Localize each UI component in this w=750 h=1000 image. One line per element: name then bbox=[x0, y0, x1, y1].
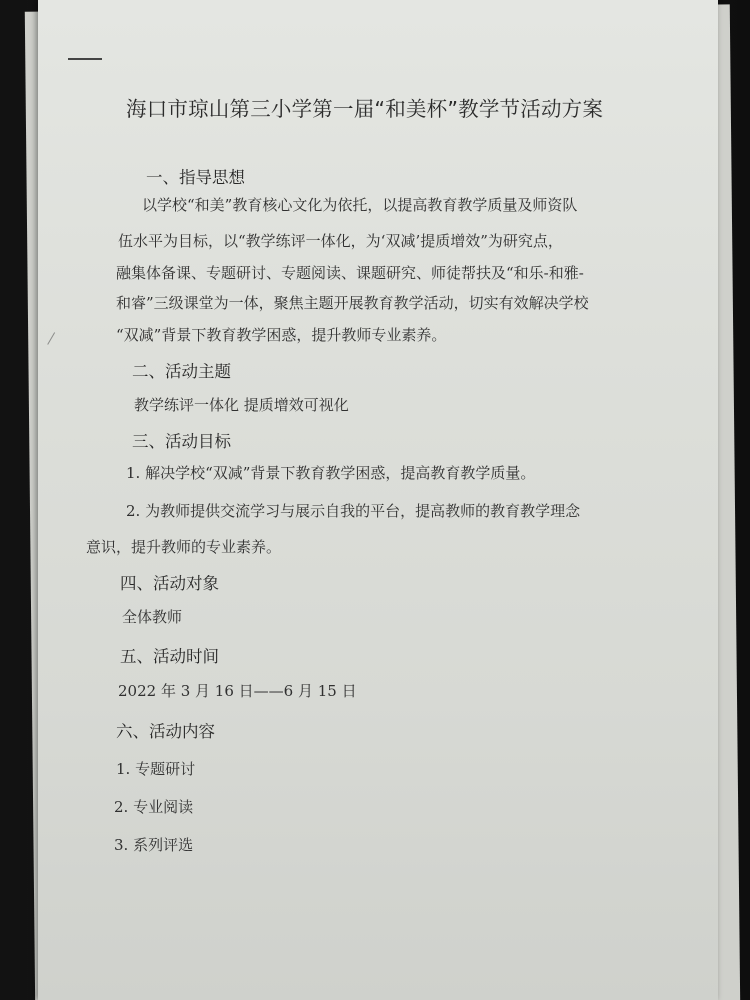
paragraph-line: 融集体备课、专题研讨、专题阅读、课题研究、师徒帮扶及“和乐-和雅- bbox=[116, 264, 584, 282]
paragraph-line: 和睿”三级课堂为一体，聚焦主题开展教育教学活动，切实有效解决学校 bbox=[116, 294, 589, 312]
goal-item-2-continued: 意识，提升教师的专业素养。 bbox=[86, 538, 282, 556]
content-item-1: 1. 专题研讨 bbox=[116, 760, 196, 778]
section-heading-activity-time: 五、活动时间 bbox=[120, 647, 219, 666]
content-item-2: 2. 专业阅读 bbox=[114, 798, 194, 816]
document-page bbox=[38, 0, 718, 1000]
content-item-3: 3. 系列评选 bbox=[114, 836, 194, 854]
paragraph-line: 以学校“和美”教育核心文化为依托，以提高教育教学质量及师资队 bbox=[142, 196, 578, 214]
activity-date-range: 2022 年 3 月 16 日——6 月 15 日 bbox=[118, 682, 357, 700]
participants-text: 全体教师 bbox=[122, 608, 183, 626]
document-title: 海口市琼山第三小学第一届“和美杯”教学节活动方案 bbox=[126, 97, 604, 121]
goal-item-1: 1. 解决学校“双减”背景下教育教学困惑，提高教育教学质量。 bbox=[126, 464, 536, 482]
section-heading-activity-theme: 二、活动主题 bbox=[132, 362, 231, 381]
paragraph-line: 伍水平为目标，以“教学练评一体化，为‘双减’提质增效”为研究点， bbox=[118, 232, 563, 250]
theme-text: 教学练评一体化 提质增效可视化 bbox=[134, 396, 349, 414]
margin-pen-mark bbox=[47, 332, 64, 350]
section-heading-guiding-ideology: 一、指导思想 bbox=[146, 168, 245, 187]
section-heading-activity-goals: 三、活动目标 bbox=[132, 432, 231, 451]
goal-item-2: 2. 为教师提供交流学习与展示自我的平台，提高教师的教育教学理念 bbox=[126, 502, 581, 520]
paragraph-line: “双减”背景下教育教学困惑，提升教师专业素养。 bbox=[116, 326, 447, 344]
corner-pen-mark bbox=[68, 58, 102, 60]
section-heading-activity-content: 六、活动内容 bbox=[116, 722, 215, 741]
section-heading-activity-participants: 四、活动对象 bbox=[120, 574, 219, 593]
